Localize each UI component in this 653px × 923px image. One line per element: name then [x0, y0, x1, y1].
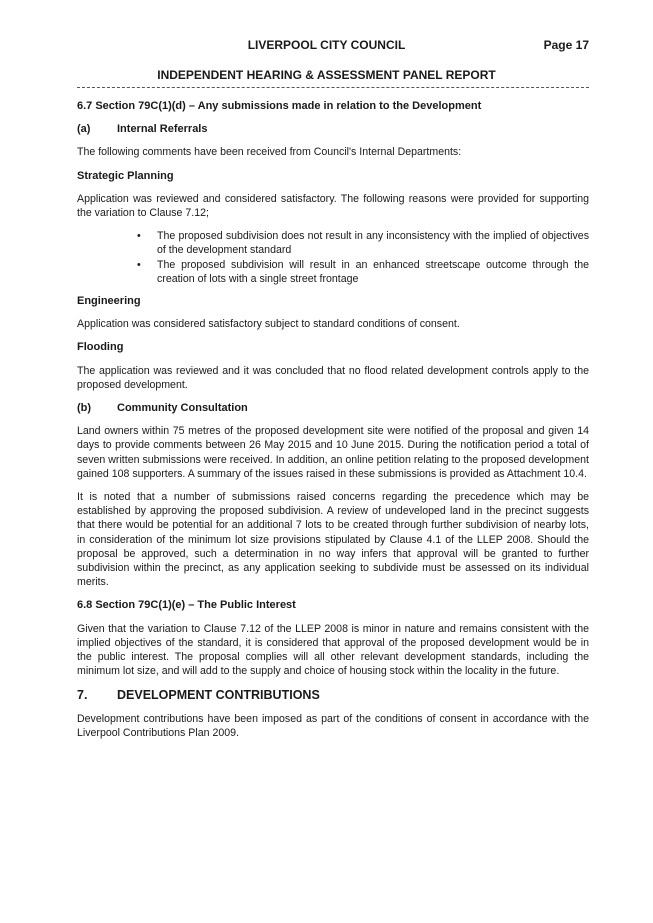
community-consultation-title: Community Consultation: [117, 402, 248, 415]
list-item: • The proposed subdivision does not result in any inconsistency with the implied of objectives of the development standard: [157, 229, 589, 257]
section-7-label: 7.: [77, 687, 88, 702]
section-6-8-heading: 6.8 Section 79C(1)(e) – The Public Interest: [77, 599, 296, 612]
council-name: LIVERPOOL CITY COUNCIL: [247, 38, 406, 52]
section-7-heading: [77, 688, 589, 702]
section-6-7-heading: 6.7 Section 79C(1)(d) – Any submissions made in relation to the Development: [77, 100, 482, 112]
community-consultation-p1: Land owners within 75 metres of the proposed development site were notified of the proposal and given 14 days to provide comments between 26 May 2015 and 10 June 2015. During the notification period a total of seven written submissions were received. In addition, an online petition relating to the proposed development gained 108 supporters. A summary of the issues raised in these submissions is provided as Attachment 10.4.: [77, 425, 589, 480]
page-header: [0, 38, 653, 54]
report-title: INDEPENDENT HEARING & ASSESSMENT PANEL REPORT: [157, 68, 496, 82]
engineering-text: Application was considered satisfactory subject to standard conditions of consent.: [77, 318, 460, 331]
community-consultation-heading: [77, 401, 589, 415]
development-contributions-text: Development contributions have been imposed as part of the conditions of consent in accordance with the Liverpool Contributions Plan 2009.: [77, 712, 589, 739]
internal-referrals-intro: The following comments have been received from Council's Internal Departments:: [77, 146, 462, 159]
page-number: Page 17: [543, 38, 589, 52]
list-item: • The proposed subdivision will result in an enhanced streetscape outcome through the creation of lots with a single street frontage: [157, 258, 589, 286]
engineering-heading: Engineering: [77, 295, 141, 308]
section-7-title: DEVELOPMENT CONTRIBUTIONS: [117, 687, 320, 702]
strategic-planning-text: Application was reviewed and considered satisfactory. The following reasons were provided for supporting the variation to Clause 7.12;: [77, 192, 589, 220]
strategic-planning-reasons: [77, 229, 589, 286]
internal-referrals-heading: [77, 122, 589, 136]
report-body: [77, 99, 589, 749]
internal-referrals-label: (a): [77, 123, 91, 136]
header-divider: [77, 87, 589, 88]
community-consultation-label: (b): [77, 402, 92, 415]
public-interest-text: Given that the variation to Clause 7.12 of the LLEP 2008 is minor in nature and remains consistent with the implied objectives of the standard, it is considered that approval of the proposed development would be in the public interest. The proposal complies will all other relevant development standards, including the minimum lot size, and will add to the supply and choice of housing stock within the locality in the future.: [77, 622, 589, 678]
community-consultation-p2: It is noted that a number of submissions raised concerns regarding the precedence which may be established by approving the proposed subdivision. A review of undeveloped land in the precinct suggests that there would be potential for an additional 7 lots to be created through further subdivision of nearby lots, in consideration of the minimum lot size provisions stipulated by Clause 4.1 of the LLEP 2008. Should the proposal be approved, such a determination in no way infers that approval will be granted to further subdivision within the precinct, as any application seeking to subdivide must be assessed on its individual merits.: [77, 491, 589, 589]
flooding-text: The application was reviewed and it was concluded that no flood related development controls apply to the proposed development.: [77, 364, 589, 391]
flooding-heading: Flooding: [77, 341, 124, 354]
strategic-planning-heading: Strategic Planning: [77, 169, 174, 182]
internal-referrals-title: Internal Referrals: [117, 123, 208, 136]
